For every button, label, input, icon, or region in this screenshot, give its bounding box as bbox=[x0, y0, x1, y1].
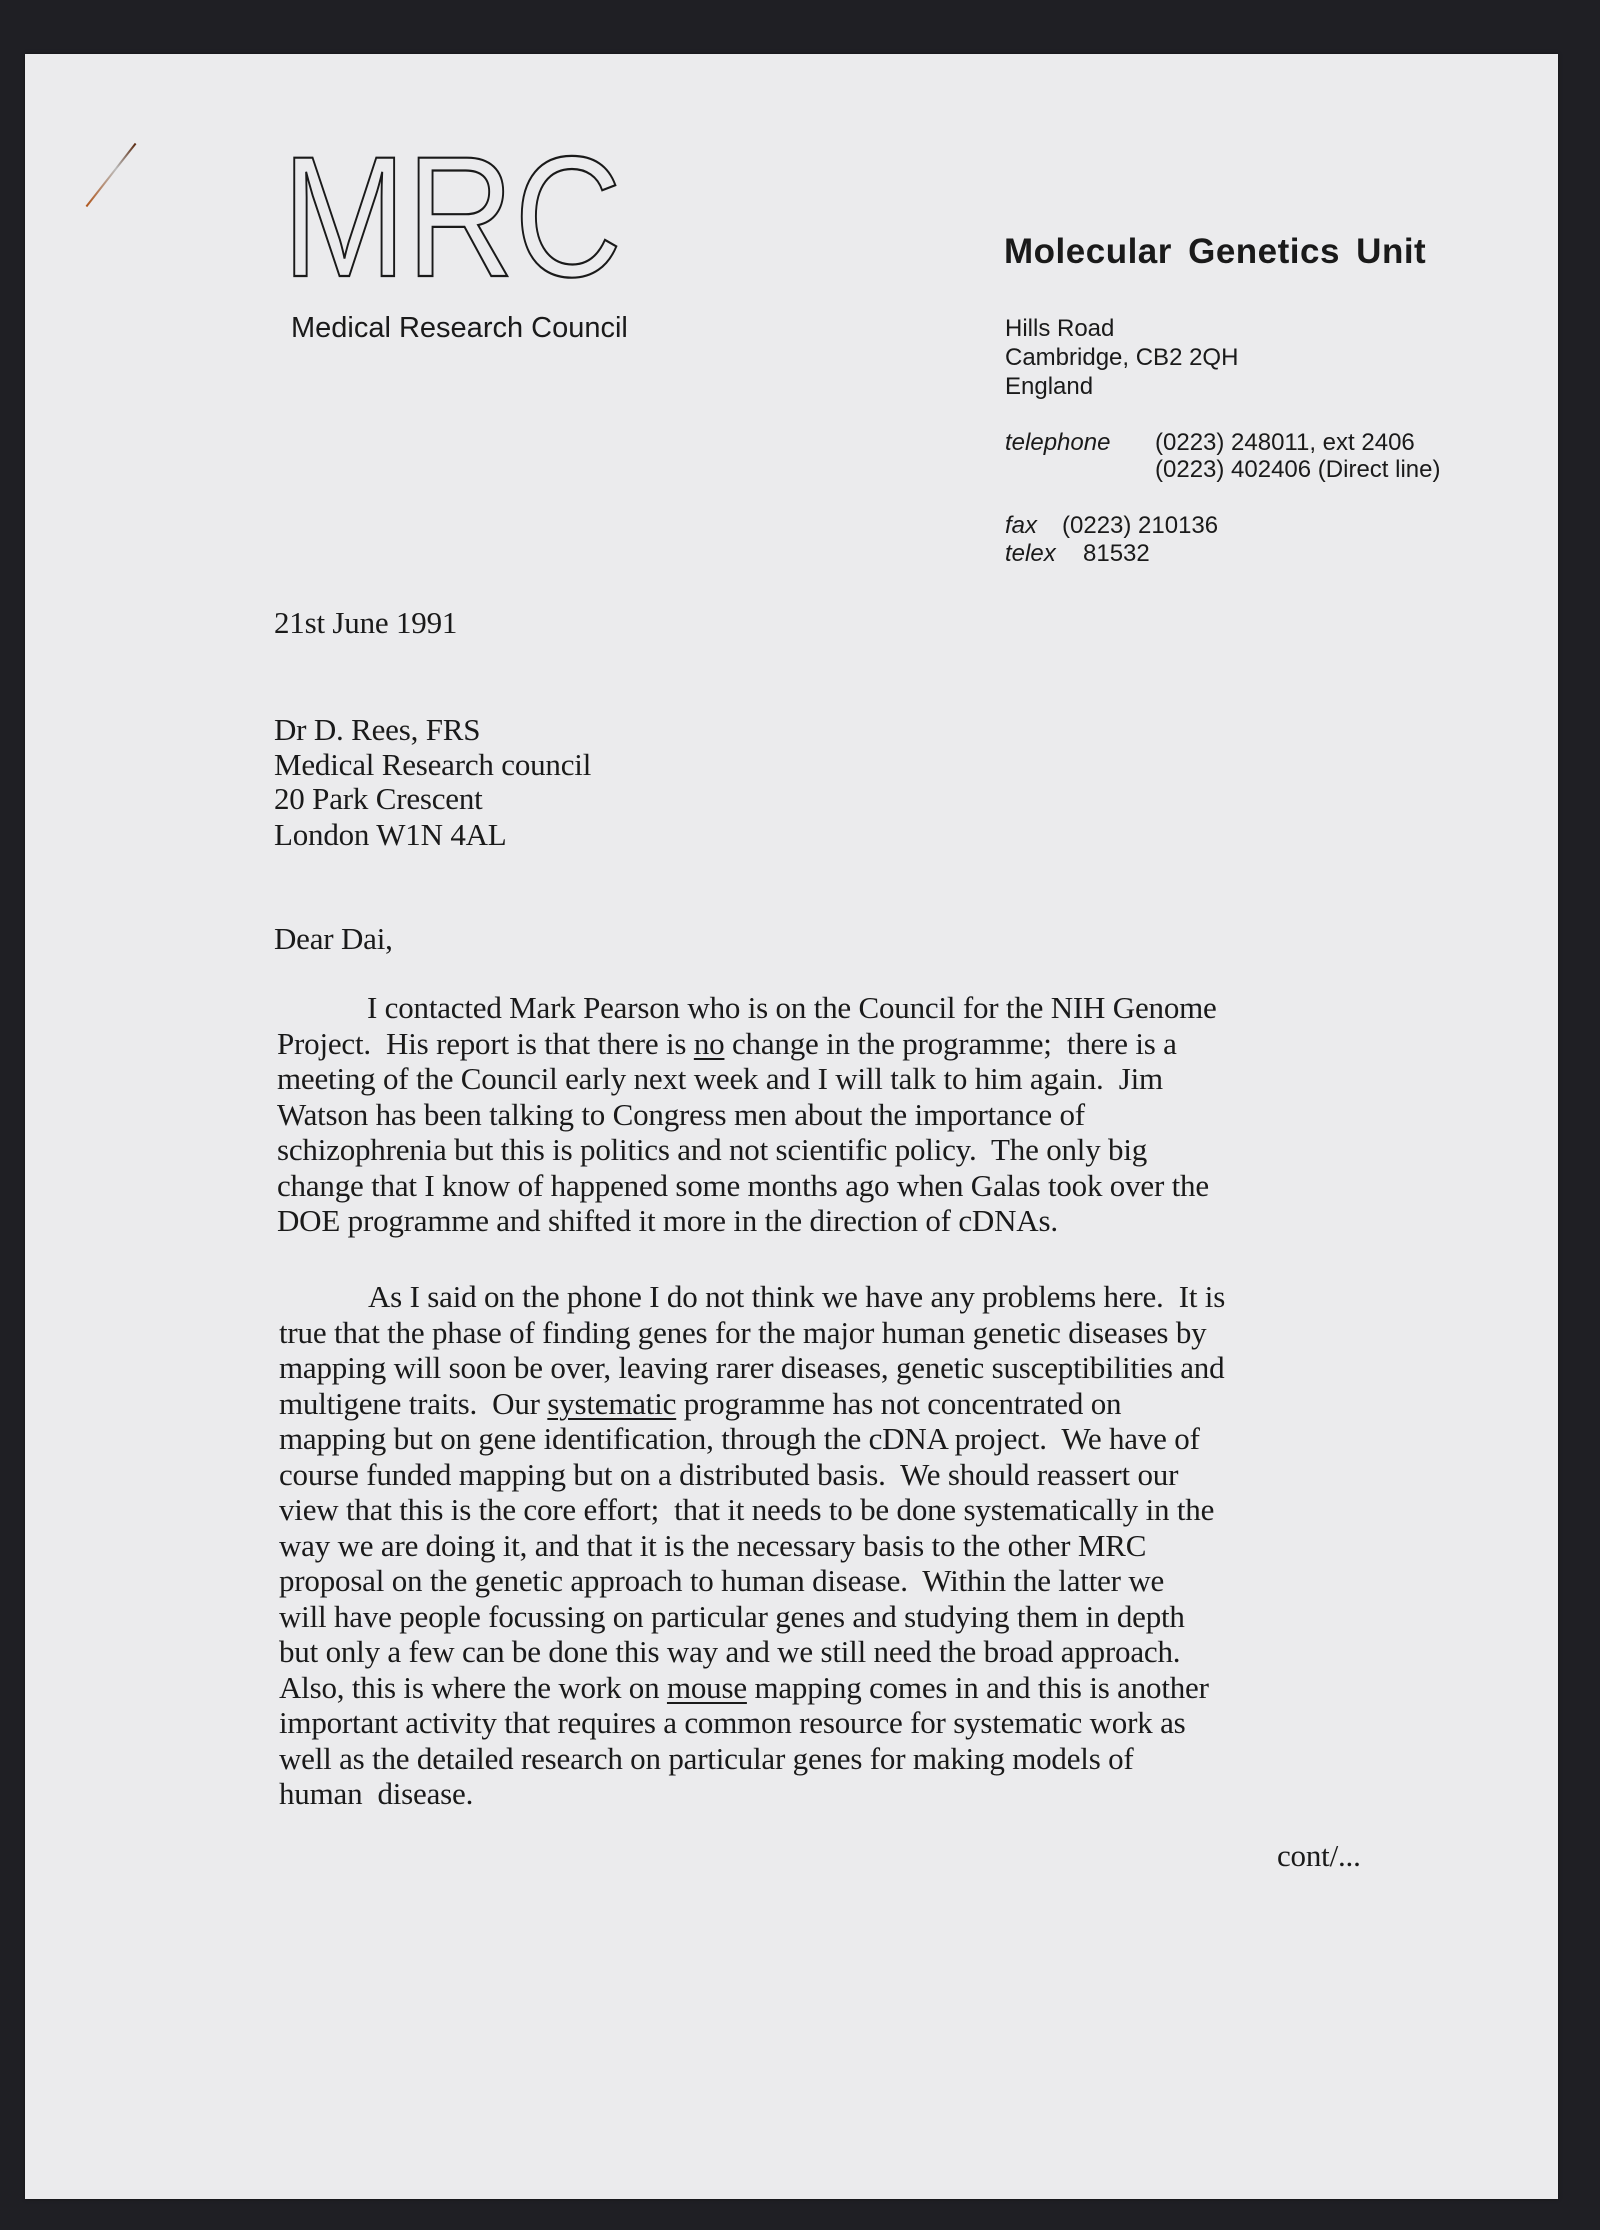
text-segment: Also, this is where the work on bbox=[279, 1669, 667, 1705]
recipient-line: 20 Park Crescent bbox=[274, 781, 483, 816]
underlined-word: mouse bbox=[666, 1669, 747, 1705]
telephone-number: (0223) 402406 (Direct line) bbox=[1155, 456, 1441, 483]
text-line: way we are doing it, and that it is the necessary basis to the other MRC bbox=[279, 1527, 1147, 1563]
organization-name: Medical Research Council bbox=[291, 312, 628, 344]
text-segment: programme has not concentrated on bbox=[676, 1385, 1122, 1421]
mrc-logo bbox=[280, 121, 630, 313]
text-segment: multigene traits. Our bbox=[279, 1385, 548, 1421]
continuation-note: cont/... bbox=[1277, 1838, 1361, 1873]
telephone-label: telephone bbox=[1005, 429, 1111, 456]
address-line: Cambridge, CB2 2QH bbox=[1005, 344, 1239, 371]
text-segment: change in the programme; there is a bbox=[724, 1025, 1177, 1061]
unit-name: Molecular Genetics Unit bbox=[1004, 232, 1427, 271]
text-line: mapping but on gene identification, through the cDNA project. We have of bbox=[279, 1421, 1200, 1456]
text-line: important activity that requires a common resource for systematic work as bbox=[279, 1705, 1186, 1740]
underlined-word: systematic bbox=[547, 1385, 677, 1421]
text-line: Watson has been talking to Congress men about the importance of bbox=[277, 1096, 1085, 1132]
text-line: DOE programme and shifted it more in the direction of cDNAs. bbox=[277, 1203, 1058, 1238]
text-line: human disease. bbox=[279, 1776, 474, 1811]
letter-date: 21st June 1991 bbox=[274, 605, 458, 640]
text-line: view that this is the core effort; that it needs to be done systematically in the bbox=[279, 1492, 1215, 1527]
text-line: change that I know of happened some months ago when Galas took over the bbox=[277, 1167, 1209, 1203]
text-line: meeting of the Council early next week and I will talk to him again. Jim bbox=[277, 1061, 1163, 1096]
text-line: true that the phase of finding genes for the major human genetic diseases by bbox=[279, 1314, 1207, 1350]
recipient-line: Medical Research council bbox=[274, 747, 592, 782]
telex-label: telex bbox=[1005, 540, 1056, 567]
mrc-logo-text: MRC bbox=[282, 121, 622, 313]
text-line: mapping will soon be over, leaving rarer diseases, genetic susceptibilities and bbox=[279, 1350, 1225, 1385]
telephone-number: (0223) 248011, ext 2406 bbox=[1155, 429, 1415, 456]
fax-label: fax bbox=[1005, 512, 1038, 539]
text-line: course funded mapping but on a distributed basis. We should reassert our bbox=[279, 1456, 1179, 1492]
address-line: Hills Road bbox=[1005, 315, 1115, 342]
paragraph-2 bbox=[279, 1279, 1225, 1812]
underlined-word: no bbox=[693, 1025, 725, 1061]
text-line: will have people focussing on particular genes and studying them in depth bbox=[279, 1598, 1185, 1634]
text-line bbox=[277, 1026, 1217, 1062]
text-line: but only a few can be done this way and we still need the broad approach. bbox=[279, 1634, 1181, 1669]
text-line: As I said on the phone I do not think we have any problems here. It is bbox=[368, 1279, 1226, 1314]
text-line bbox=[279, 1670, 1225, 1706]
text-segment: Project. His report is that there is bbox=[277, 1025, 694, 1061]
paragraph-1 bbox=[277, 990, 1217, 1239]
recipient-line: London W1N 4AL bbox=[274, 817, 507, 852]
salutation: Dear Dai, bbox=[274, 921, 393, 956]
text-line: I contacted Mark Pearson who is on the Council for the NIH Genome bbox=[367, 990, 1217, 1025]
text-line: schizophrenia but this is politics and not scientific policy. The only big bbox=[277, 1132, 1148, 1167]
telex-number: 81532 bbox=[1083, 540, 1150, 567]
text-line: proposal on the genetic approach to human disease. Within the latter we bbox=[279, 1563, 1165, 1598]
fax-number: (0223) 210136 bbox=[1062, 512, 1219, 539]
text-line: well as the detailed research on particular genes for making models of bbox=[279, 1740, 1134, 1776]
text-line bbox=[279, 1386, 1225, 1422]
recipient-line: Dr D. Rees, FRS bbox=[274, 712, 481, 747]
text-segment: mapping comes in and this is another bbox=[746, 1669, 1209, 1705]
address-line: England bbox=[1005, 373, 1094, 400]
